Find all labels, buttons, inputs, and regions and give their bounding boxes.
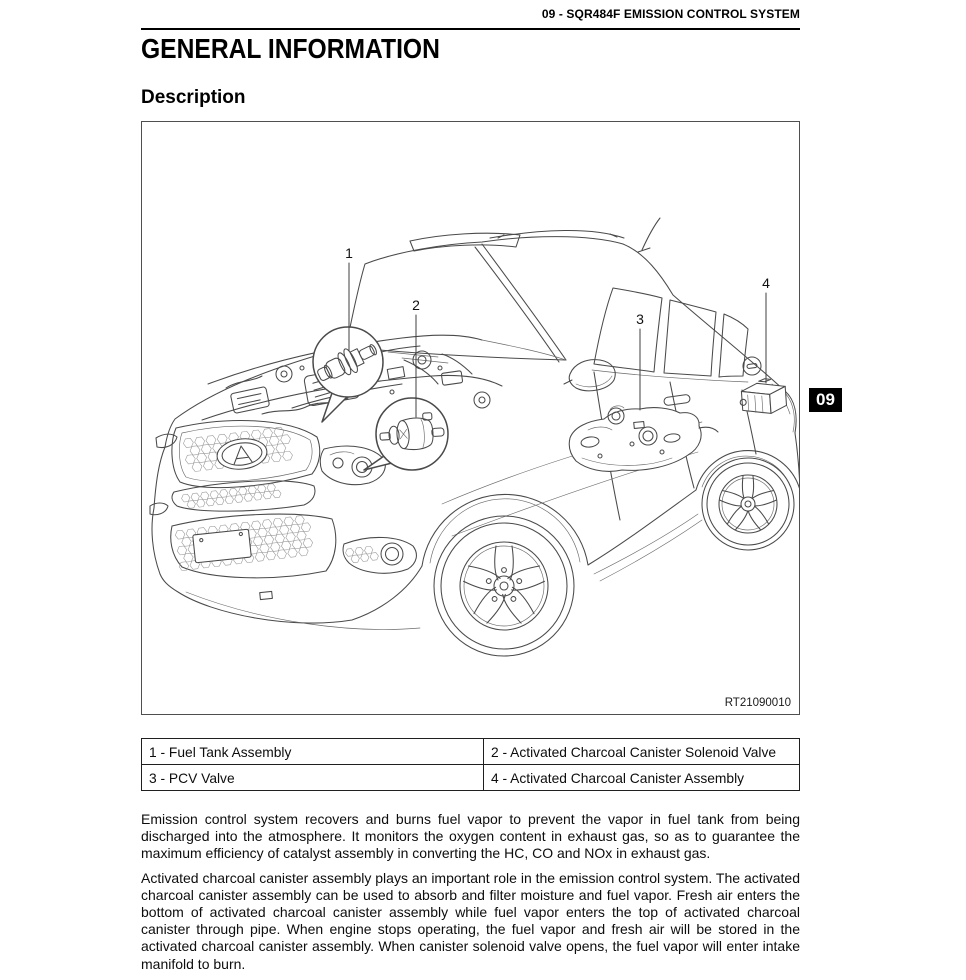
- figure-code: RT21090010: [724, 697, 791, 709]
- rear-wheel: [702, 458, 794, 550]
- content-column: [141, 0, 800, 980]
- paragraph-1: Emission control system recovers and burns fuel vapor to prevent the vapor in fuel tank from being discharged into the atmosphere. It monitors the oxygen content in exhaust gas, so as to guarantee the maximum efficiency of catalyst assembly in converting the HC, CO and NOx in exhaust gas.: [141, 811, 800, 862]
- grille: [172, 421, 320, 488]
- section-heading: Description: [141, 87, 246, 108]
- legend-cell-3: 3 - PCV Valve: [142, 765, 484, 791]
- side-windows: [592, 288, 748, 382]
- engine-bay: [202, 335, 566, 420]
- charcoal-canister: [739, 377, 787, 415]
- running-header: 09 - SQR484F EMISSION CONTROL SYSTEM: [541, 7, 800, 21]
- car-body-outline: [152, 237, 799, 623]
- license-plate: [193, 529, 252, 563]
- figure-frame: [141, 121, 800, 715]
- detail-circle-2: [364, 398, 448, 470]
- paragraph-2: Activated charcoal canister assembly plays an important role in the emission control system. The activated charcoal canister assembly can be used to absorb and filter moisture and fuel vapor. Fresh air enters the bottom of activated charcoal canister assembly while fuel vapor enters the top of activated charcoal canister through pipe. When engine stops operating, the fuel vapor and fresh air will be stored in the activated charcoal canister assembly. When canister solenoid valve opens, the fuel vapor will enter intake manifold to burn.: [141, 869, 800, 972]
- legend-table: [141, 738, 800, 791]
- car-diagram: [142, 122, 799, 714]
- detail-circle-1: [313, 327, 383, 422]
- fog-lamp: [343, 537, 416, 573]
- body-text: [141, 811, 800, 973]
- side-mirror: [564, 360, 615, 391]
- headlight: [156, 434, 385, 485]
- legend-row: [142, 739, 800, 765]
- legend-cell-1: 1 - Fuel Tank Assembly: [142, 739, 484, 765]
- legend-row: [142, 765, 800, 791]
- callout-number-4: 4: [762, 275, 770, 291]
- legend-cell-2: 2 - Activated Charcoal Canister Solenoid Valve: [484, 739, 800, 765]
- callout-number-1: 1: [345, 245, 353, 261]
- page-title: GENERAL INFORMATION: [141, 33, 440, 64]
- chapter-tab: 09: [809, 388, 842, 412]
- front-wheel: [434, 516, 574, 656]
- legend-cell-4: 4 - Activated Charcoal Canister Assembly: [484, 765, 800, 791]
- callout-number-2: 2: [412, 297, 420, 313]
- antenna: [638, 218, 660, 252]
- fuel-tank: [569, 406, 718, 472]
- header-rule: [141, 28, 800, 30]
- callout-number-3: 3: [636, 311, 644, 327]
